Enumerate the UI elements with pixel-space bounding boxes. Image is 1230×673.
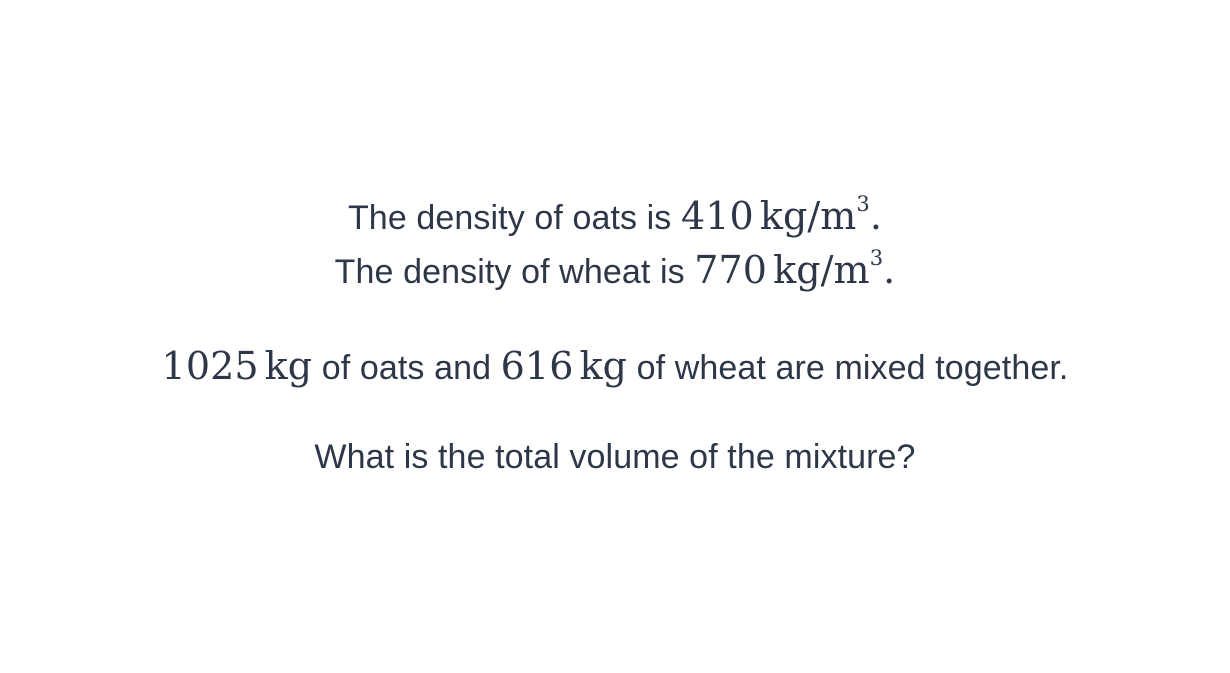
oats-density-unit: kg/m bbox=[759, 194, 857, 238]
question-prompt: What is the total volume of the mixture? bbox=[314, 438, 916, 476]
oats-mass-value: 1025 bbox=[161, 344, 259, 388]
wheat-density-unit: kg/m bbox=[773, 248, 870, 292]
wheat-mass-value: 616 bbox=[500, 344, 574, 388]
mixture-middle-text: of oats and bbox=[312, 349, 501, 387]
mixture-sentence bbox=[0, 346, 1230, 388]
wheat-density-exponent: 3 bbox=[869, 246, 884, 271]
wheat-mass-unit: kg bbox=[579, 344, 628, 388]
wheat-density-value: 770 bbox=[694, 248, 768, 292]
wheat-density-sentence bbox=[0, 246, 1230, 292]
oats-density-exponent: 3 bbox=[856, 192, 870, 217]
oats-mass-expression bbox=[162, 344, 313, 388]
wheat-density-prefix: The density of wheat is bbox=[334, 253, 695, 291]
oats-mass-unit: kg bbox=[264, 344, 313, 388]
oats-density-period: . bbox=[869, 194, 883, 238]
oats-density-value: 410 bbox=[680, 194, 754, 238]
wheat-mass-expression bbox=[501, 344, 627, 388]
mixture-end-text: of wheat are mixed together. bbox=[627, 349, 1069, 387]
wheat-density-expression bbox=[694, 248, 895, 292]
oats-density-sentence bbox=[0, 192, 1230, 238]
oats-density-prefix: The density of oats is bbox=[347, 199, 681, 237]
oats-density-expression bbox=[681, 194, 882, 238]
wheat-density-period: . bbox=[883, 248, 896, 292]
